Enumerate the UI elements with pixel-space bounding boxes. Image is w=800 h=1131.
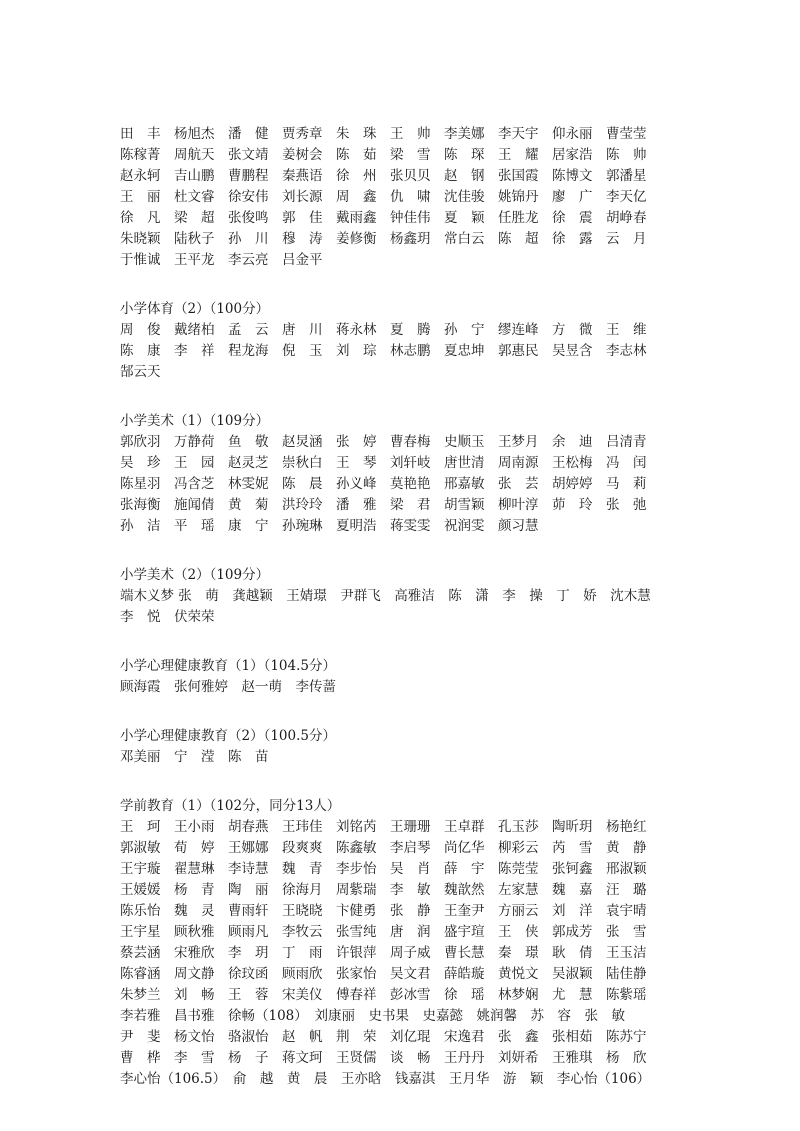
name-list-line: 徐 凡 梁 超 张俊鸣 郭 佳 戴雨鑫 钟佳伟 夏 颖 任胜龙 徐 震 胡峥春 [120,210,647,226]
section-3 [120,565,690,628]
name-list-line: 张海衡 施闻倩 黄 菊 洪玲玲 潘 雅 梁 君 胡雪颖 柳叶淳 茆 玲 张 弛 [120,497,647,513]
name-list-line: 陈星羽 冯含芝 林雯妮 陈 晨 孙义峰 莫艳艳 邢嘉敏 张 芸 胡婷婷 马 莉 [120,476,647,492]
name-list-line: 孙 洁 平 瑶 康 宁 孙琬琳 夏明浩 蒋雯雯 祝润雯 颜习慧 [120,518,539,534]
section-5 [120,726,690,768]
name-list-line: 朱晓颖 陆秋子 孙 川 穆 涛 姜修衡 杨鑫玥 常白云 陈 超 徐 露 云 月 [120,231,647,247]
name-list-line: 王宇星 顾秋雅 顾雨凡 李牧云 张雪纯 唐 润 盛宇瑄 王 侠 郭成芳 张 雪 [120,924,647,940]
section-2 [120,411,690,537]
name-list-line: 邓美丽 宁 滢 陈 苗 [120,749,269,765]
name-list-line: 王媛媛 杨 青 陶 丽 徐海月 周紫瑞 李 敏 魏歆然 左家慧 魏 嘉 汪 璐 [120,882,647,898]
name-list-line: 于惟诚 王平龙 李云亮 吕金平 [120,252,323,268]
name-list-line: 端木义梦 张 萌 龚越颖 王婧璟 尹群飞 高雅洁 陈 潇 李 操 丁 娇 沈木慧 [120,588,651,604]
section-4 [120,656,690,698]
name-list-line: 蔡芸涵 宋雅欣 李 玥 丁 雨 许银萍 周子威 曹长慧 秦 璟 耿 倩 王玉洁 [120,945,647,961]
name-list-line: 田 丰 杨旭杰 潘 健 贾秀章 朱 珠 王 帅 李美娜 李天宇 仰永丽 曹莹莹 [120,126,647,142]
name-list-line: 郭欣羽 万静荷 鱼 敬 赵炅涵 张 婷 曹春梅 史顺玉 王梦月 余 迪 吕清青 [120,434,647,450]
name-list-line: 王 珂 王小雨 胡春燕 王玮佳 刘铭芮 王珊珊 王卓群 孔玉莎 陶昕玥 杨艳红 [120,819,647,835]
document-page [120,124,690,1118]
section-6 [120,796,690,1090]
name-list-line: 陈睿涵 周文静 徐玟函 顾雨欣 张家怡 吴文君 薛皓璇 黄悦文 吴淑颖 陆佳静 [120,966,647,982]
section-heading: 小学美术（1）（109分） [120,413,270,429]
name-list-line: 顾海霞 张何雅婷 赵一萌 李传蔷 [120,679,336,695]
section-0 [120,124,690,271]
name-list-line: 李心怡（106.5） 俞 越 黄 晨 王亦晗 钱嘉淇 王月华 游 颖 李心怡（106） [120,1071,651,1087]
section-heading: 小学美术（2）（109分） [120,567,270,583]
name-list-line: 陈 康 李 祥 程龙海 倪 玉 刘 琮 林志鹏 夏忠坤 郭惠民 吴昱含 李志林 [120,343,647,359]
name-list-line: 曹 桦 李 雪 杨 子 蒋文珂 王贤儒 谈 畅 王丹丹 刘妍希 王雅琪 杨 欣 [120,1050,647,1066]
section-heading: 小学心理健康教育（1）（104.5分） [120,658,336,674]
name-list-line: 朱梦兰 刘 畅 王 蓉 宋美仪 傅春祥 彭冰雪 徐 瑶 林梦娴 尤 慧 陈紫瑶 [120,987,647,1003]
name-list-line: 赵永轲 吉山鹏 曹鹏程 秦燕语 徐 州 张贝贝 赵 钢 张国霞 陈博文 郭潘星 [120,168,647,184]
section-1 [120,299,690,383]
name-list-line: 尹 斐 杨文怡 骆淑怡 赵 帆 荆 荣 刘亿琨 宋逸君 张 鑫 张相茹 陈苏宁 [120,1029,647,1045]
name-list-line: 郜云天 [120,364,161,380]
name-list-line: 陈稼菁 周航天 张文靖 姜树会 陈 茹 梁 雪 陈 琛 王 耀 居家浩 陈 帅 [120,147,647,163]
name-list-line: 陈乐怡 魏 灵 曹雨轩 王晓晓 卞健勇 张 静 王奎尹 方丽云 刘 洋 袁宇晴 [120,903,647,919]
name-list-line: 周 俊 戴绪柏 孟 云 唐 川 蒋永林 夏 腾 孙 宁 缪连峰 方 微 王 维 [120,322,647,338]
name-list-line: 李若雅 昌书雅 徐畅（108） 刘康丽 史书果 史嘉懿 姚润馨 苏 容 张 敏 [120,1008,626,1024]
name-list-line: 李 悦 伏荣荣 [120,609,215,625]
section-heading: 小学心理健康教育（2）（100.5分） [120,728,336,744]
name-list-line: 王 丽 杜文睿 徐安伟 刘长源 周 鑫 仇 啸 沈佳骏 姚锦丹 廖 广 李天亿 [120,189,647,205]
section-heading: 学前教育（1）（102分，同分13人） [120,798,341,814]
name-list-line: 吴 珍 王 园 赵灵芝 崇秋白 王 琴 刘轩岐 唐世清 周南源 王松梅 冯 闰 [120,455,647,471]
section-heading: 小学体育（2）（100分） [120,301,270,317]
name-list-line: 郭淑敏 荀 婷 王娜娜 段爽爽 陈鑫敏 李启琴 尚亿华 柳彩云 芮 雪 黄 静 [120,840,647,856]
name-list-line: 王宇璇 翟慧琳 李诗慧 魏 青 李步怡 吴 肖 薛 宇 陈莞莹 张钶鑫 邢淑颖 [120,861,647,877]
